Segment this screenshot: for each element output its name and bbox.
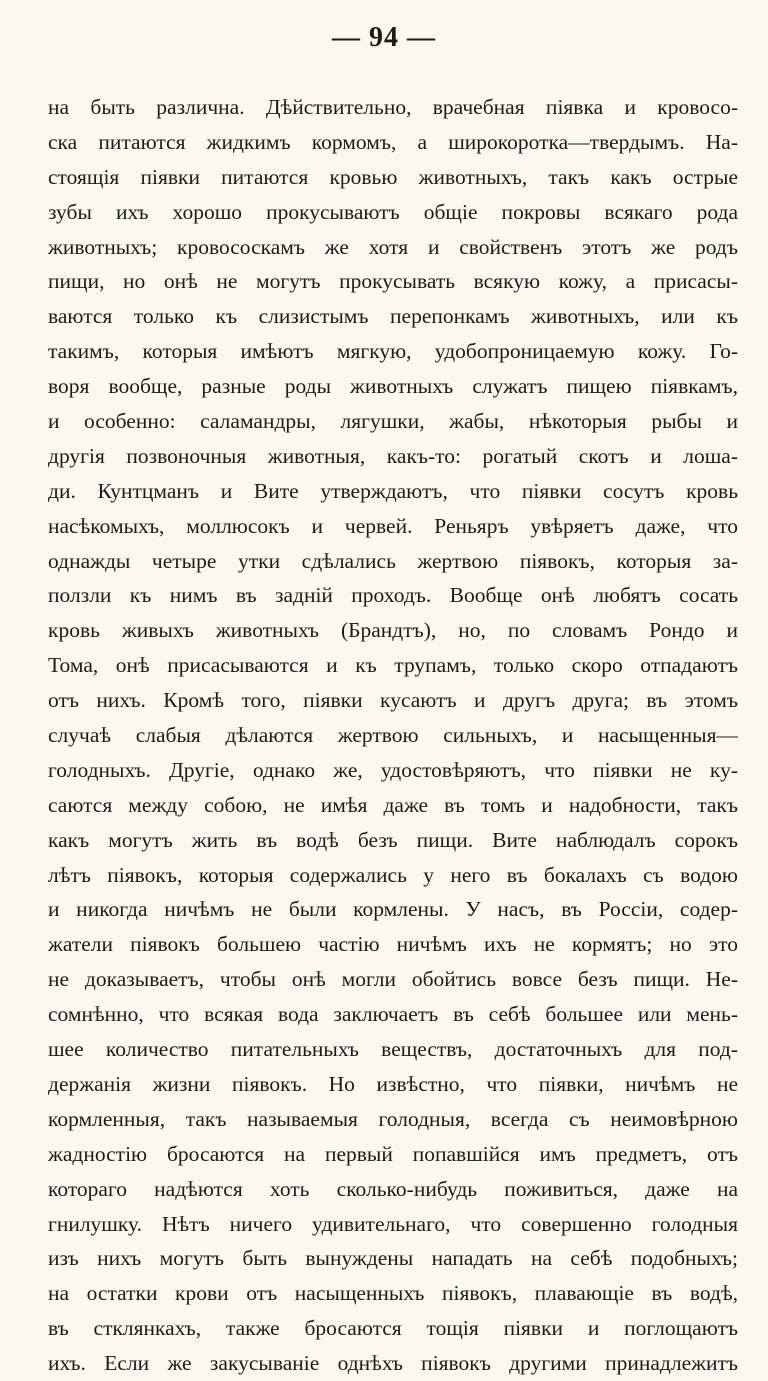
text-line: не доказываетъ, чтобы онѣ могли обойтись вовсе безъ пищи. Не- <box>48 967 738 992</box>
text-line: и никогда ничѣмъ не были кормлены. У насъ, въ Россіи, содер- <box>48 897 738 922</box>
text-line: пищи, но онѣ не могутъ прокусывать всякую кожу, а присасы- <box>48 269 738 294</box>
text-line: животныхъ; кровососкамъ же хотя и свойственъ этотъ же родъ <box>48 234 738 259</box>
text-line: шее количество питательныхъ веществъ, достаточныхъ для под- <box>48 1037 738 1062</box>
text-line: гнилушку. Нѣтъ ничего удивительнаго, что совершенно голодныя <box>48 1211 738 1236</box>
body-text <box>48 90 738 1381</box>
text-line: и особенно: саламандры, лягушки, жабы, нѣкоторыя рыбы и <box>48 409 738 434</box>
text-line: въ стклянкахъ, также бросаются тощія піявки и поглощаютъ <box>48 1316 738 1341</box>
text-line: стоящія піявки питаются кровью животныхъ, такъ какъ острые <box>48 164 738 189</box>
text-line: Тома, онѣ присасываются и къ трупамъ, только скоро отпадаютъ <box>48 653 738 678</box>
text-line: изъ нихъ могутъ быть вынуждены нападать на себѣ подобныхъ; <box>48 1246 738 1271</box>
text-line: ихъ. Если же закусываніе однѣхъ піявокъ другими принадлежитъ <box>48 1351 738 1376</box>
text-line: жадностію бросаются на первый попавшійся имъ предметъ, отъ <box>48 1141 738 1166</box>
text-line: лѣтъ піявокъ, которыя содержались у него въ бокалахъ съ водою <box>48 862 738 887</box>
text-line: другія позвоночныя животныя, какъ-то: рогатый скотъ и лоша- <box>48 443 738 468</box>
text-line: на остатки крови отъ насыщенныхъ піявокъ, плавающіе въ водѣ, <box>48 1281 738 1306</box>
text-line: держанія жизни піявокъ. Но извѣстно, что піявки, ничѣмъ не <box>48 1071 738 1096</box>
text-line: такимъ, которыя имѣютъ мягкую, удобопроницаемую кожу. Го- <box>48 339 738 364</box>
text-line: ди. Кунтцманъ и Вите утверждаютъ, что піявки сосутъ кровь <box>48 478 738 503</box>
text-line: котораго надѣются хоть сколько-нибудь поживиться, даже на <box>48 1176 738 1201</box>
text-line: случаѣ слабыя дѣлаются жертвою сильныхъ, и насыщенныя— <box>48 723 738 748</box>
page-number: — 94 — <box>332 22 436 53</box>
text-line: однажды четыре утки сдѣлались жертвою піявокъ, которыя за- <box>48 548 738 573</box>
text-line: ползли къ нимъ въ задній проходъ. Вообще онѣ любятъ сосать <box>48 583 738 608</box>
text-line: голодныхъ. Другіе, однако же, удостовѣряютъ, что піявки не ку- <box>48 757 738 782</box>
text-line: кровь живыхъ животныхъ (Брандтъ), но, по словамъ Рондо и <box>48 618 738 643</box>
text-line: зубы ихъ хорошо прокусываютъ общіе покровы всякаго рода <box>48 199 738 224</box>
text-line: на быть различна. Дѣйствительно, врачебная піявка и кровосо- <box>48 95 738 119</box>
text-line: насѣкомыхъ, моллюсокъ и червей. Реньяръ увѣряетъ даже, что <box>48 513 738 538</box>
text-line: кормленныя, такъ называемыя голодныя, всегда съ неимовѣрною <box>48 1106 738 1131</box>
text-line: воря вообще, разные роды животныхъ служатъ пищею піявкамъ, <box>48 374 738 399</box>
text-line: ваются только къ слизистымъ перепонкамъ животныхъ, или къ <box>48 304 738 329</box>
text-line: жатели піявокъ большею частію ничѣмъ ихъ не кормятъ; но это <box>48 932 738 957</box>
text-line: саются между собою, не имѣя даже въ томъ и надобности, такъ <box>48 792 738 817</box>
text-line: какъ могутъ жить въ водѣ безъ пищи. Вите наблюдалъ сорокъ <box>48 827 738 852</box>
text-line: отъ нихъ. Кромѣ того, піявки кусаютъ и другъ друга; въ этомъ <box>48 688 738 713</box>
text-line: ска питаются жидкимъ кормомъ, а широкоротка—твердымъ. На- <box>48 129 738 154</box>
text-line: сомнѣнно, что всякая вода заключаетъ въ себѣ большее или мень- <box>48 1002 738 1027</box>
